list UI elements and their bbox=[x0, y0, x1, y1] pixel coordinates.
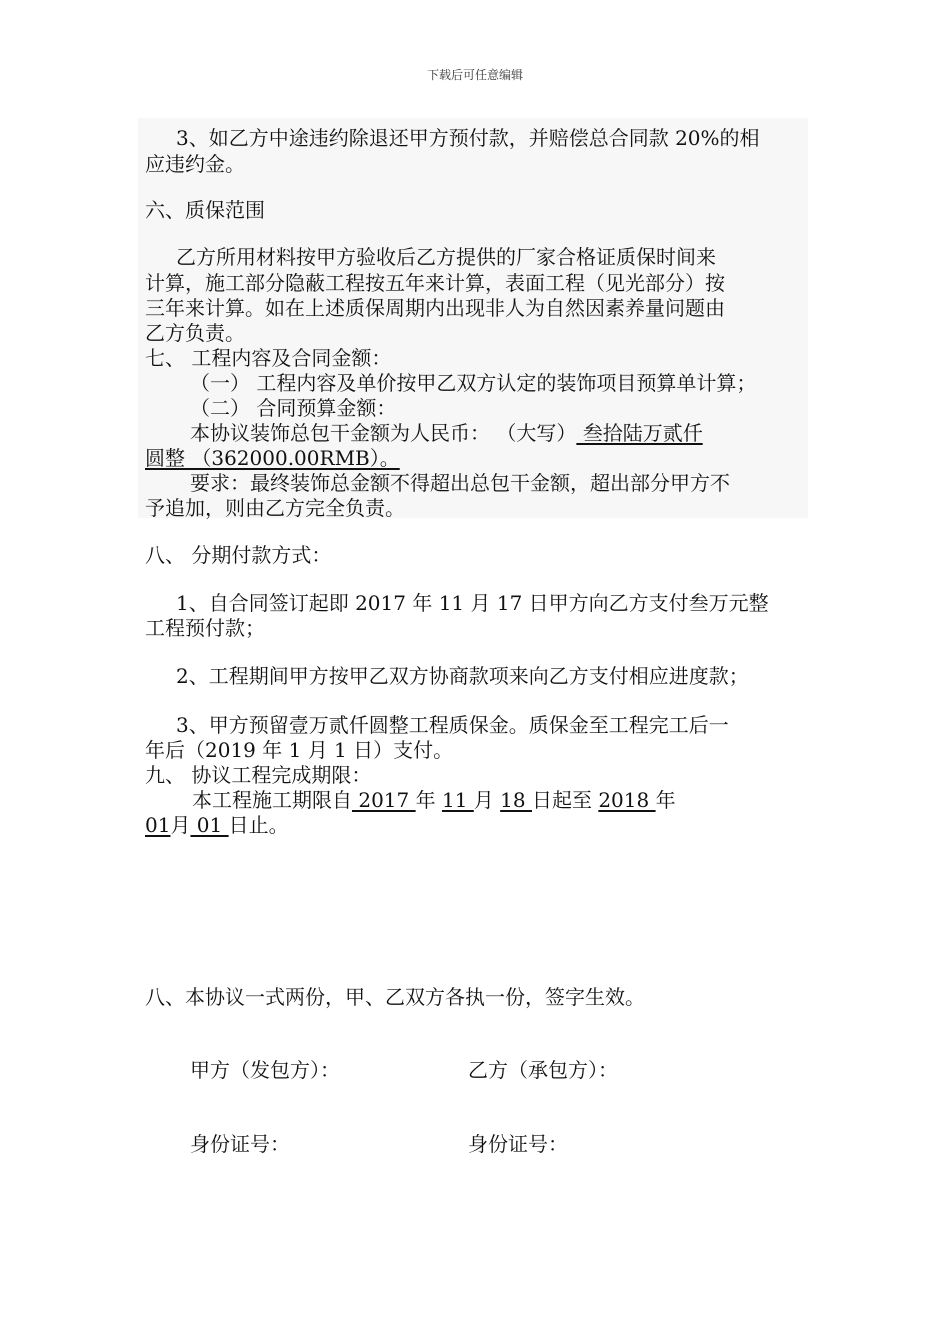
party-b-label: 乙方（承包方）： bbox=[468, 1058, 618, 1082]
section-6-line-1: 乙方所用材料按甲方验收后乙方提供的厂家合格证质保时间来 bbox=[176, 245, 716, 269]
section-6-line-2: 计算，施工部分隐蔽工程按五年来计算，表面工程（见光部分）按 bbox=[145, 271, 725, 295]
end-day: 01 bbox=[190, 813, 229, 837]
section-7-item-2: （二） 合同预算金额： bbox=[190, 396, 397, 420]
payment-2: 2、工程期间甲方按甲乙双方协商款项来向乙方支付相应进度款； bbox=[176, 664, 749, 688]
end-month-unit: 月 bbox=[170, 813, 191, 837]
section-9-heading: 九、 协议工程完成期限： bbox=[145, 763, 372, 787]
end-month: 01 bbox=[145, 813, 171, 837]
start-day: 18 bbox=[500, 788, 532, 812]
contract-amount-line-2 bbox=[145, 446, 400, 470]
section-6-line-3: 三年来计算。如在上述质保周期内出现非人为自然因素养量问题由 bbox=[145, 296, 725, 320]
end-year-unit: 年 bbox=[655, 788, 676, 812]
end-day-unit: 日止。 bbox=[228, 813, 289, 837]
period-label: 本工程施工期限自 bbox=[192, 788, 352, 812]
clause-3-line-1: 3、如乙方中途违约除退还甲方预付款，并赔偿总合同款 20%的相 bbox=[176, 126, 760, 150]
section-7-item-1: （一） 工程内容及单价按甲乙双方认定的装饰项目预算单计算； bbox=[190, 371, 757, 395]
page-header: 下载后可任意编辑 bbox=[426, 68, 523, 82]
payment-3-line-1: 3、甲方预留壹万贰仟圆整工程质保金。质保金至工程完工后一 bbox=[176, 713, 729, 737]
section-7-heading: 七、 工程内容及合同金额： bbox=[145, 346, 392, 370]
end-year: 2018 bbox=[598, 788, 656, 812]
start-day-unit: 日起至 bbox=[531, 788, 599, 812]
period-line-2 bbox=[145, 813, 289, 837]
clause-3-line-2: 应违约金。 bbox=[145, 152, 245, 176]
requirement-line-1: 要求：最终装饰总金额不得超出总包干金额，超出部分甲方不 bbox=[190, 471, 730, 495]
section-6-heading: 六、质保范围 bbox=[145, 198, 265, 222]
start-year: 2017 bbox=[352, 788, 416, 812]
contract-amount-label: 本协议装饰总包干金额为人民币： （大写） bbox=[190, 421, 577, 445]
payment-3-line-2: 年后（2019 年 1 月 1 日）支付。 bbox=[145, 738, 454, 762]
period-line-1 bbox=[192, 788, 676, 812]
section-8-heading: 八、 分期付款方式： bbox=[145, 543, 332, 567]
party-a-id-label: 身份证号： bbox=[190, 1132, 290, 1156]
contract-amount-line bbox=[190, 421, 703, 445]
requirement-line-2: 予追加，则由乙方完全负责。 bbox=[145, 496, 405, 520]
start-month: 11 bbox=[441, 788, 474, 812]
section-6-line-4: 乙方负责。 bbox=[145, 321, 245, 345]
contract-amount-numeric: 圆整 （362000.00RMB）。 bbox=[145, 446, 400, 470]
start-year-unit: 年 bbox=[415, 788, 442, 812]
copies-clause: 八、本协议一式两份，甲、乙双方各执一份，签字生效。 bbox=[145, 985, 645, 1009]
party-b-id-label: 身份证号： bbox=[468, 1132, 568, 1156]
payment-1-line-1: 1、自合同签订起即 2017 年 11 月 17 日甲方向乙方支付叁万元整 bbox=[176, 591, 769, 615]
contract-amount-uppercase: 叁拾陆万贰仟 bbox=[576, 421, 703, 445]
start-month-unit: 月 bbox=[473, 788, 501, 812]
payment-1-line-2: 工程预付款； bbox=[145, 616, 265, 640]
party-a-label: 甲方（发包方）： bbox=[190, 1058, 340, 1082]
